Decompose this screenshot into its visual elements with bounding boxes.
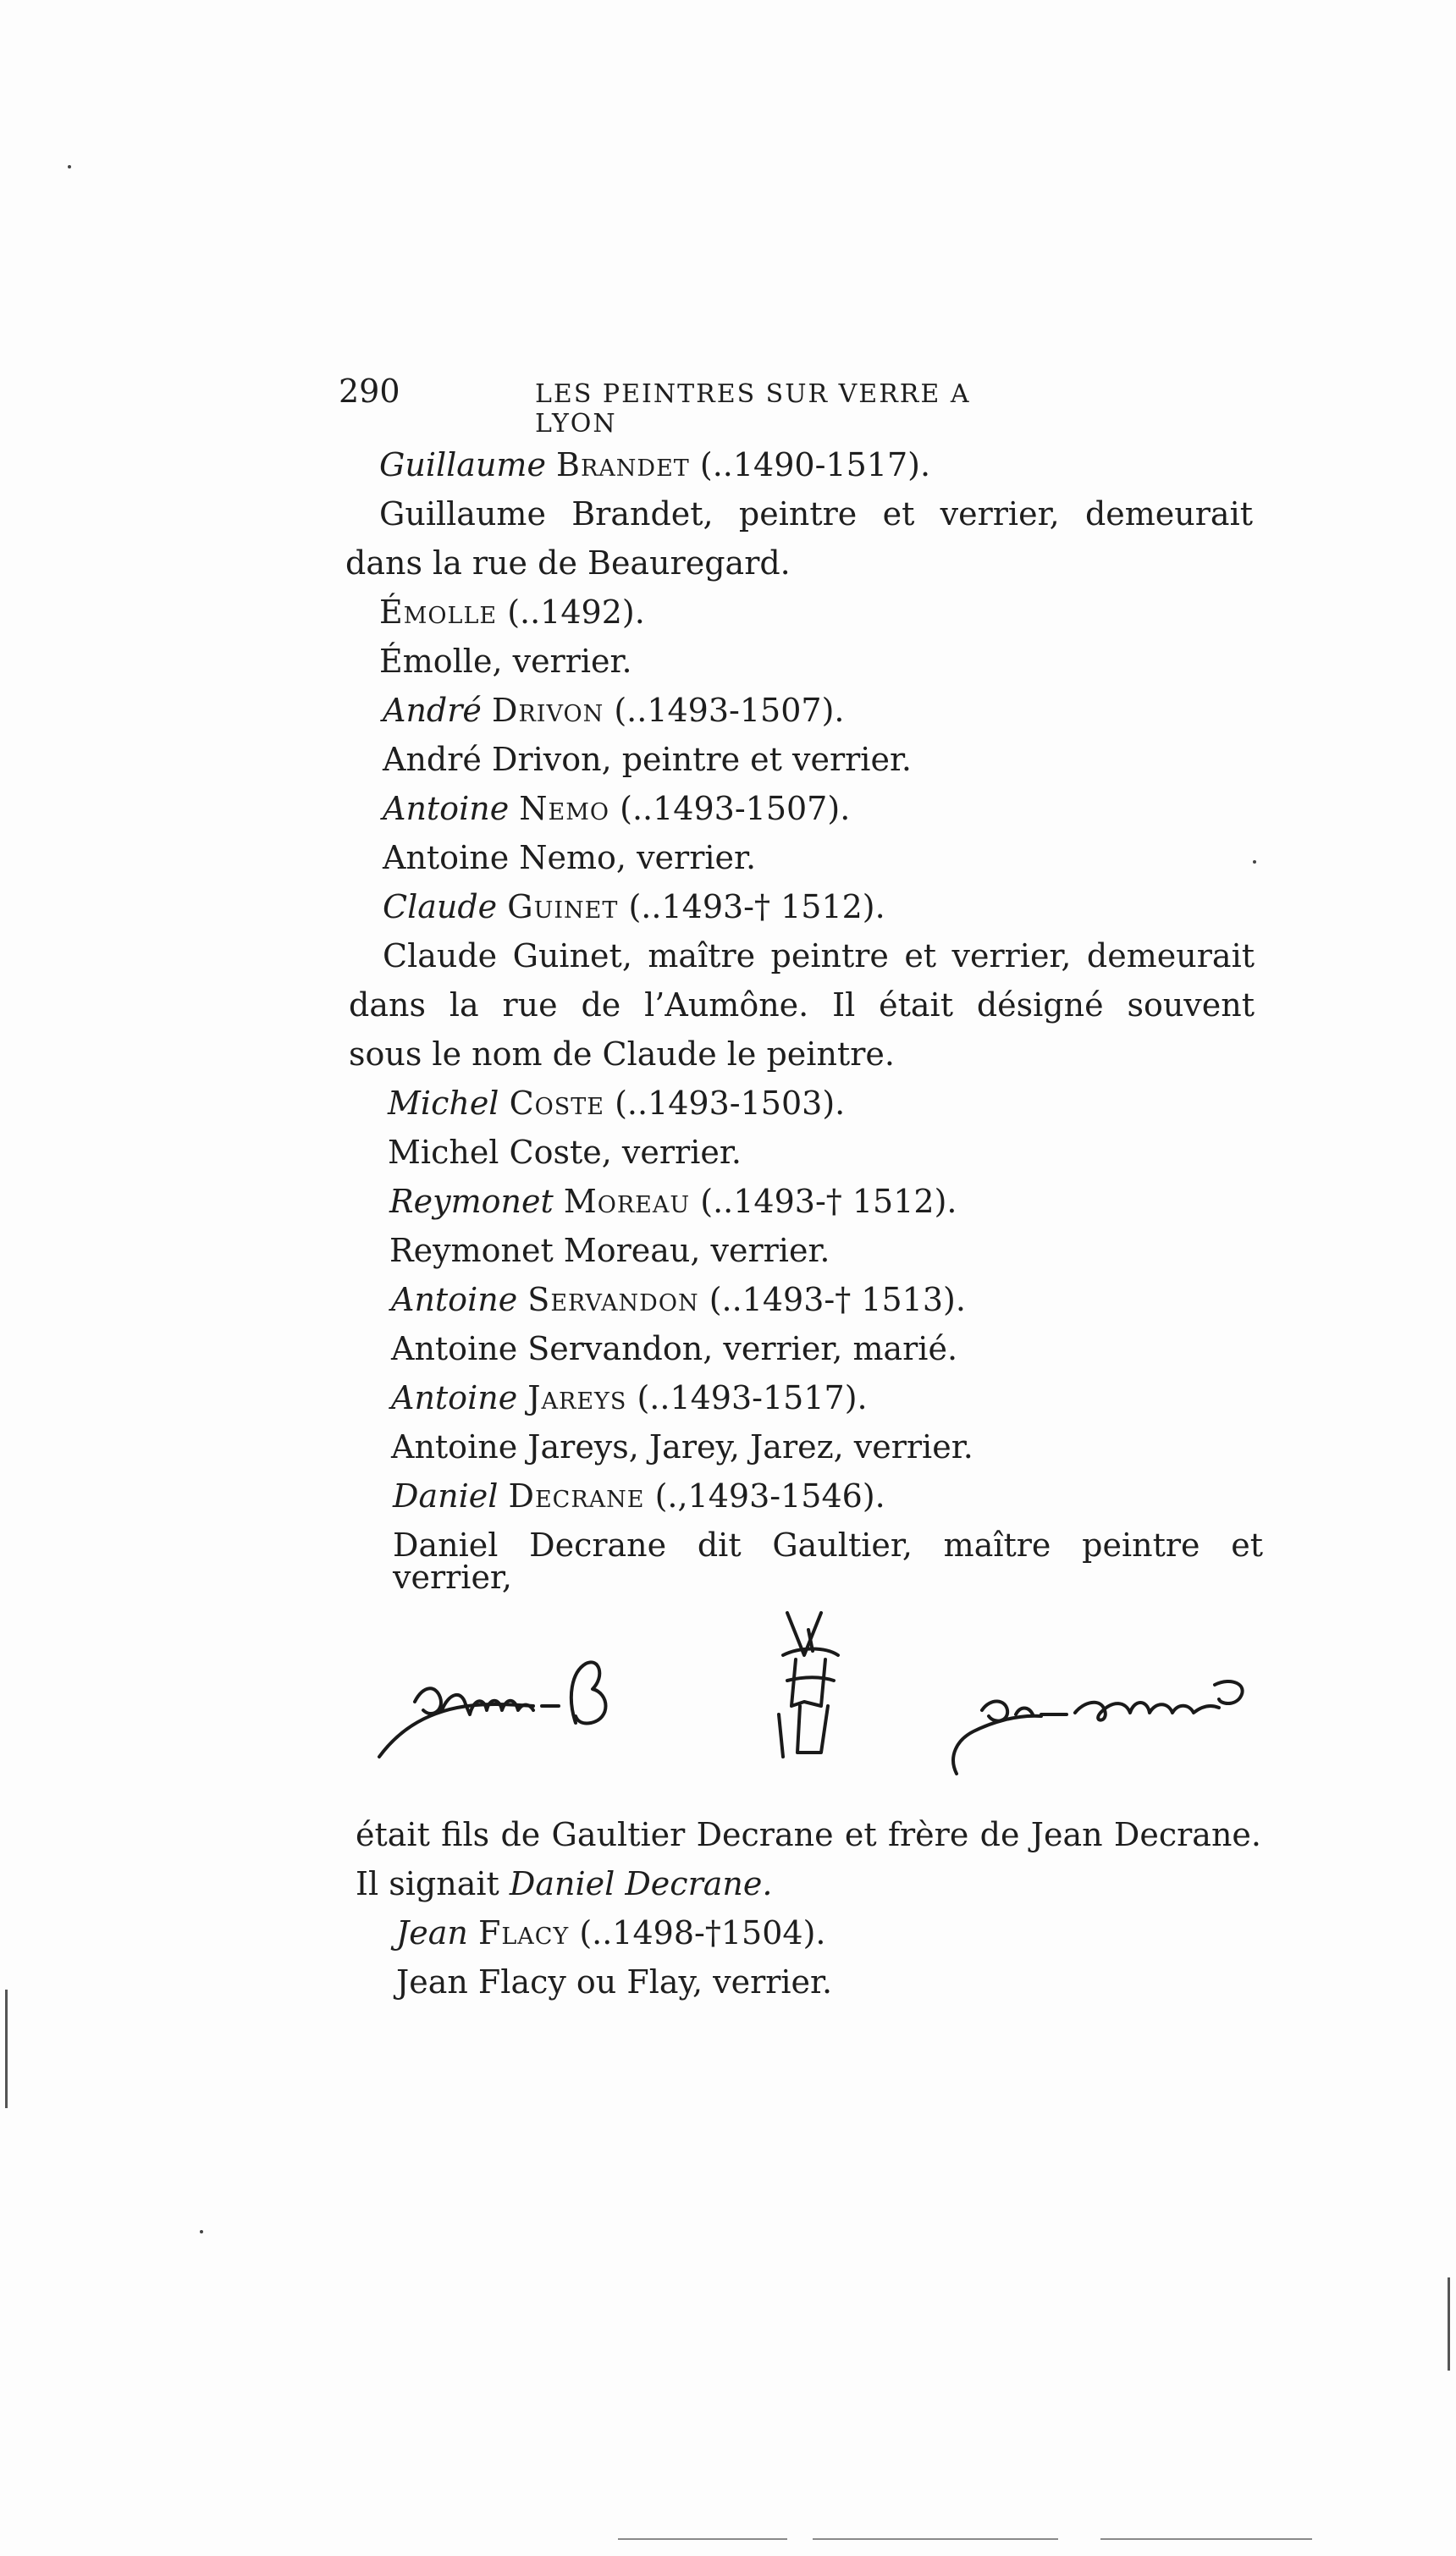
entry-text: Émolle, verrier.	[379, 643, 632, 680]
margin-line-left	[5, 1990, 8, 2108]
entry-text: était fils de Gaultier Decrane et frère de Jean Decrane.	[356, 1816, 1261, 1853]
entry-text: Jean Flacy ou Flay, verrier.	[396, 1963, 833, 2001]
bottom-rule	[1100, 2538, 1312, 2540]
entry-text: André Drivon, peintre et verrier.	[383, 741, 913, 778]
entry-text: dans la rue de Beauregard.	[345, 544, 791, 582]
entry-text: Claude Guinet, maître peintre et verrier, demeurait	[383, 937, 1255, 974]
page-header	[339, 373, 1050, 439]
entry-text: Antoine Servandon, verrier, marié.	[391, 1330, 958, 1367]
margin-line-right	[1448, 2277, 1450, 2371]
entry-text: Il signait Daniel Decrane.	[356, 1865, 773, 1902]
entry-heading: Daniel Decrane (.,1493-1546).	[393, 1477, 885, 1515]
entry-text: sous le nom de Claude le peintre.	[349, 1035, 895, 1073]
entry-text: Antoine Nemo, verrier.	[383, 839, 757, 876]
entry-text: Reymonet Moreau, verrier.	[389, 1232, 830, 1269]
signature-facsimile	[364, 1604, 1278, 1782]
entry-heading: Émolle (..1492).	[379, 593, 645, 631]
bottom-rule	[618, 2538, 787, 2540]
entry-heading: Antoine Jareys (..1493-1517).	[391, 1379, 868, 1416]
entry-heading: Guillaume Brandet (..1490-1517).	[379, 446, 931, 483]
entry-heading: André Drivon (..1493-1507).	[383, 692, 845, 729]
entry-text: Michel Coste, verrier.	[388, 1134, 742, 1171]
speck	[68, 165, 71, 168]
speck	[200, 2230, 203, 2233]
entry-heading: Claude Guinet (..1493-† 1512).	[383, 888, 885, 925]
entry-text: Guillaume Brandet, peintre et verrier, demeurait	[379, 495, 1253, 533]
entry-text: Daniel Decrane dit Gaultier, maître peintre et verrier,	[393, 1526, 1263, 1596]
bottom-rule	[813, 2538, 1058, 2540]
speck	[1253, 860, 1256, 864]
entry-heading: Reymonet Moreau (..1493-† 1512).	[389, 1183, 957, 1220]
entry-text: dans la rue de l’Aumône. Il était désigné souvent	[349, 986, 1255, 1024]
signature-drawing	[364, 1604, 1278, 1782]
entry-text: Antoine Jareys, Jarey, Jarez, verrier.	[391, 1428, 973, 1466]
entry-heading: Jean Flacy (..1498-†1504).	[396, 1914, 826, 1952]
running-title: LES PEINTRES SUR VERRE A LYON	[535, 379, 971, 439]
page-number: 290	[339, 373, 400, 410]
entry-heading: Michel Coste (..1493-1503).	[388, 1085, 846, 1122]
entry-heading: Antoine Nemo (..1493-1507).	[383, 790, 851, 827]
entry-heading: Antoine Servandon (..1493-† 1513).	[391, 1281, 966, 1318]
